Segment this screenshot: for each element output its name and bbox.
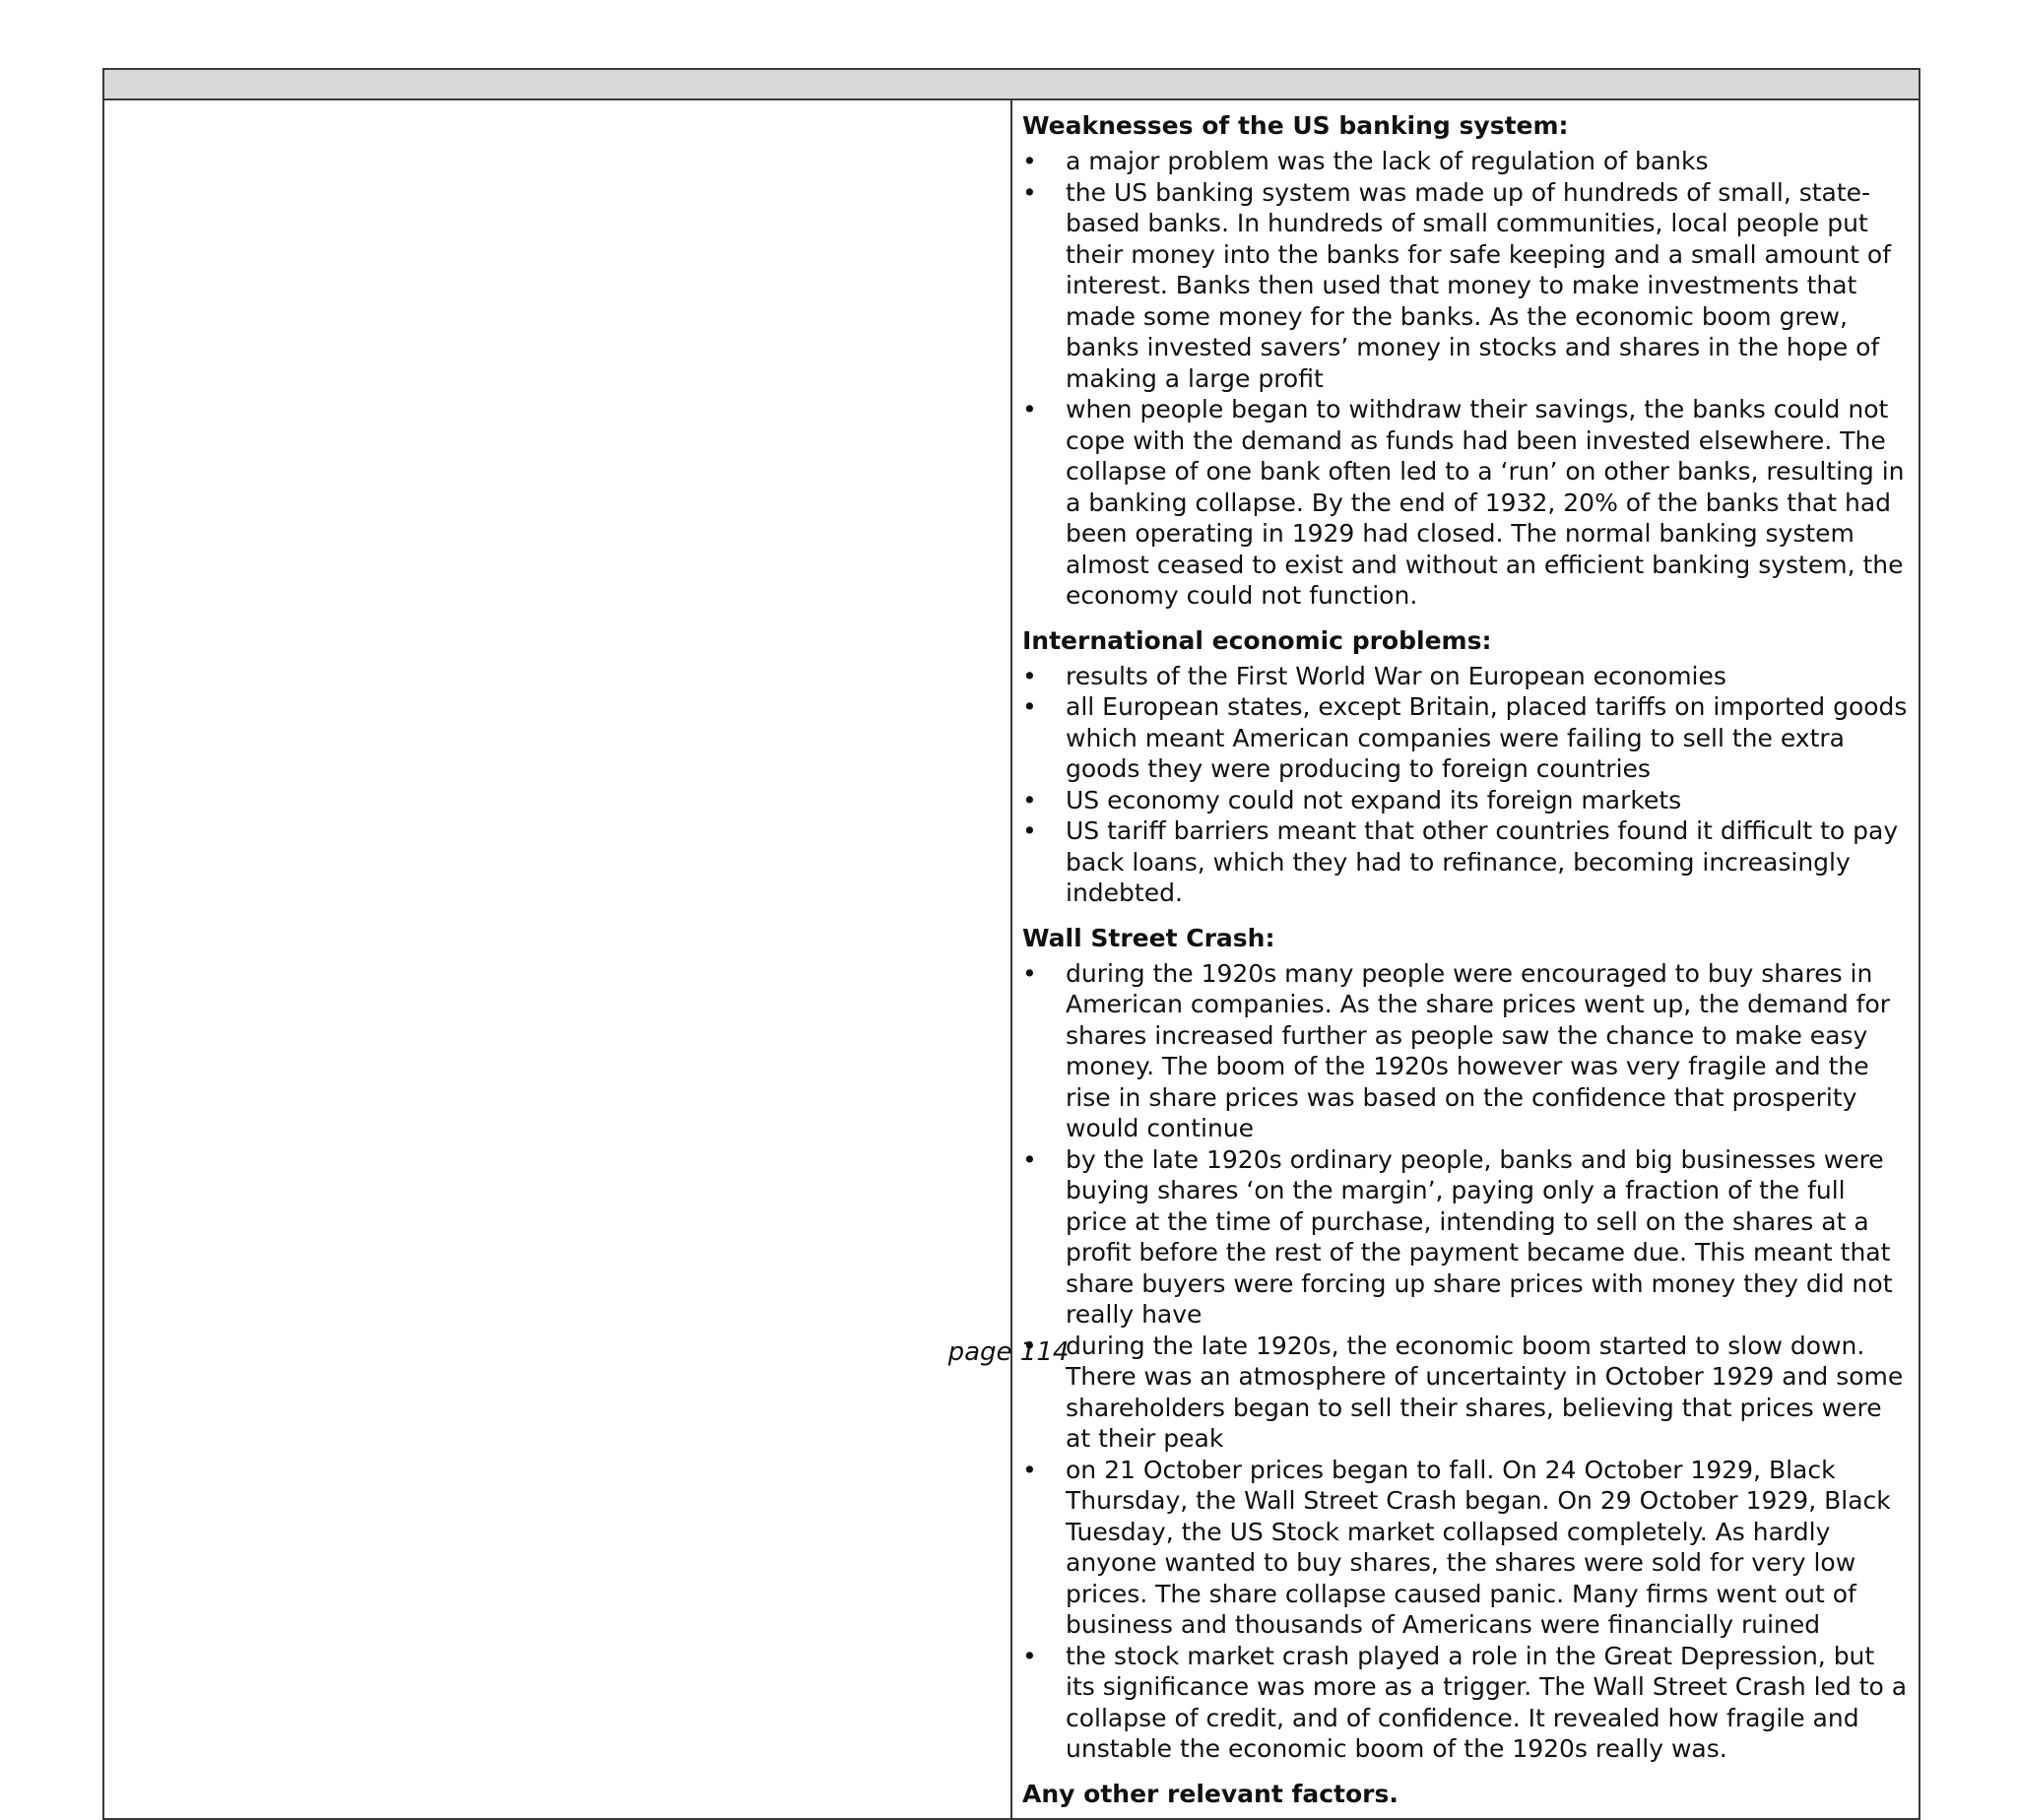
list-item: • on 21 October prices began to fall. On 24 October 1929, Black Thursday, the Wall Street Crash began. On 29 October 1929, Black Tuesday, the US Stock market collapsed completely. As hardly anyone wanted to buy shares, the shares were sold for very low prices. The share collapse caused panic. Many firms went out of business and thousands of Americans were financially ruined: [1022, 1455, 1911, 1641]
list-item: • results of the First World War on European economies: [1022, 661, 1911, 692]
bullet-list: [1022, 661, 1911, 909]
marking-table: [102, 68, 1920, 1820]
content-row: [103, 99, 1919, 1819]
list-item: • the US banking system was made up of hundreds of small, state-based banks. In hundreds of small communities, local people put their money into the banks for safe keeping and a small amount of interest. Banks then used that money to make investments that made some money for the banks. As the economic boom grew, banks invested savers’ money in stocks and shares in the hope of making a large profit: [1022, 177, 1911, 395]
closing-note: Any other relevant factors.: [1022, 1779, 1399, 1808]
list-item: • when people began to withdraw their savings, the banks could not cope with the demand as funds had been invested elsewhere. The collapse of one bank often led to a ‘run’ on other banks, resulting in a banking collapse. By the end of 1932, 20% of the banks that had been operating in 1929 had closed. The normal banking system almost ceased to exist and without an efficient banking system, the economy could not function.: [1022, 394, 1911, 612]
bullet-list: [1022, 146, 1911, 612]
section-title: Wall Street Crash:: [1022, 923, 1275, 952]
section-title: International economic problems:: [1022, 625, 1492, 655]
list-item: • the stock market crash played a role in the Great Depression, but its significance was more as a trigger. The Wall Street Crash led to a collapse of credit, and of confidence. It revealed how fragile and unstable the economic boom of the 1920s really was.: [1022, 1641, 1911, 1765]
content-cell: [1011, 99, 1919, 1819]
list-item: • US tariff barriers meant that other countries found it difficult to pay back loans, which they had to refinance, becoming increasingly indebted.: [1022, 815, 1911, 909]
list-item: • during the 1920s many people were encouraged to buy shares in American companies. As the share prices went up, the demand for shares increased further as people saw the chance to make easy money. The boom of the 1920s however was very fragile and the rise in share prices was based on the confidence that prosperity would continue: [1022, 958, 1911, 1144]
page-number: page 114: [947, 1337, 1070, 1367]
question-number-cell: [103, 99, 1011, 1819]
section-international: [1022, 625, 1911, 909]
list-item: • by the late 1920s ordinary people, banks and big businesses were buying shares ‘on the margin’, paying only a fraction of the full price at the time of purchase, intending to sell on the shares at a profit before the rest of the payment became due. This meant that share buyers were forcing up share prices with money they did not really have: [1022, 1144, 1911, 1331]
section-title: Weaknesses of the US banking system:: [1022, 111, 1569, 140]
list-item: • US economy could not expand its foreign markets: [1022, 785, 1911, 816]
list-item: • a major problem was the lack of regulation of banks: [1022, 146, 1911, 177]
header-cell: [103, 69, 1919, 99]
section-banking: [1022, 110, 1911, 612]
table-header-row: [103, 69, 1919, 99]
list-item: • during the late 1920s, the economic boom started to slow down. There was an atmosphere of uncertainty in October 1929 and some shareholders began to sell their shares, believing that prices were at their peak: [1022, 1331, 1911, 1455]
list-item: • all European states, except Britain, placed tariffs on imported goods which meant American companies were failing to sell the extra goods they were producing to foreign countries: [1022, 691, 1911, 785]
